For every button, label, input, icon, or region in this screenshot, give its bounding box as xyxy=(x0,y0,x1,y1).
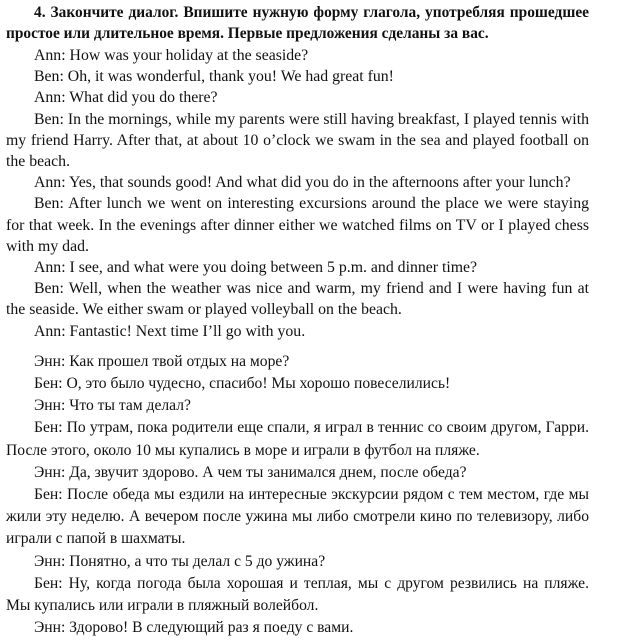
english-dialogue xyxy=(6,45,589,342)
textbook-page xyxy=(6,2,589,639)
task-instruction: Закончите диалог. Впишите нужную форму глагола, употребляя прошедшее простое или длительное время. Первые предложения сделаны за вас. xyxy=(6,4,589,42)
dialogue-line: Ann: How was your holiday at the seaside? xyxy=(34,47,309,64)
dialogue-line: Ann: I see, and what were you doing between 5 p.m. and dinner time? xyxy=(34,259,478,277)
translation-line: Энн: Да, звучит здорово. А чем ты занимался днем, после обеда? xyxy=(34,463,467,481)
dialogue-line: Ben: Oh, it was wonderful, thank you! We had great fun! xyxy=(34,68,394,86)
dialogue-line: Ann: Fantastic! Next time I’ll go with you. xyxy=(34,322,306,340)
translation-line: Бен: По утрам, пока родители еще спали, я играл в теннис со своим другом, Гарри. После этого, около 10 мы купались в море и играли в футбол на пляже. xyxy=(6,419,589,459)
russian-translation xyxy=(6,351,589,640)
translation-line: Бен: Ну, когда погода была хорошая и теплая, мы с другом резвились на пляже. Мы купались или играли в пляжный волейбол. xyxy=(6,574,589,615)
translation-line: Энн: Как прошел твой отдых на море? xyxy=(34,352,290,370)
dialogue-line: Ben: In the mornings, while my parents were still having breakfast, I played tennis with my friend Harry. After that, at about 10 o’clock we swam in the sea and played football on the beach. xyxy=(6,110,589,171)
translation-line: Бен: После обеда мы ездили на интересные экскурсии рядом с тем местом, где мы жили эту неделю. А вечером после ужина мы либо смотрели кино по телевизору, либо играли с папой в шахматы. xyxy=(6,486,589,548)
dialogue-line: Ann: Yes, that sounds good! And what did you do in the afternoons after your lunch? xyxy=(34,174,571,192)
translation-line: Энн: Здорово! В следующий раз я поеду с вами. xyxy=(34,619,354,637)
translation-line: Энн: Понятно, а что ты делал с 5 до ужина? xyxy=(34,552,326,570)
task-heading xyxy=(6,2,589,44)
dialogue-line: Ben: After lunch we went on interesting excursions around the place we were staying for that week. In the evenings after dinner either we watched films on TV or I played chess with my dad. xyxy=(6,195,589,255)
translation-line: Энн: Что ты там делал? xyxy=(34,397,191,415)
dialogue-line: Ann: What did you do there? xyxy=(34,89,218,107)
dialogue-line: Ben: Well, when the weather was nice and warm, my friend and I were having fun at the seaside. We either swam or played volleyball on the beach. xyxy=(6,280,589,319)
translation-line: Бен: О, это было чудесно, спасибо! Мы хорошо повеселились! xyxy=(34,375,451,393)
section-spacer xyxy=(6,342,589,351)
task-number: 4. xyxy=(34,4,46,21)
